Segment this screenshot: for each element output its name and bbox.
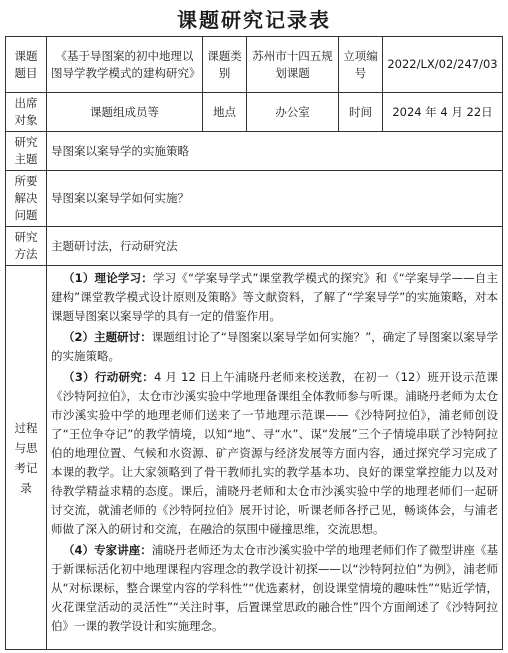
subject-label: 课题题目 — [6, 37, 47, 93]
time-label: 时间 — [339, 93, 383, 132]
action-text: 4 月 12 日上午浦晓丹老师来校送教，在初一（12）班开设示范课《沙特阿拉伯》，太仓市沙溪实验中学地理备课组全体教师参与听课。浦晓丹老师为太仓市沙溪实验中学的地理老师们送来了一节地理示范课——《沙特阿拉伯》，浦老师创设了“王位争夺记”的教学情境，以知“地”、寻“水”、谋“发展”三个子情境串联了沙特阿拉伯的地理位置、气候和水资源、矿产资源与经济发展等方面内容，通过探究学习完成了本课的教学。让大家领略到了骨干教师扎实的教学基本功、良好的课堂掌控能力以及对待教学精益求精的态度。课后，浦晓丹老师和太仓市沙溪实验中学的地理老师们一起研讨交流，就浦老师的《沙特阿拉伯》展开讨论，听课老师各抒己见，畅谈体会，与浦老师做了深入的研讨和交流，在融洽的氛围中碰撞思维，交流思想。 — [51, 370, 498, 536]
process-content — [47, 266, 503, 650]
subject-value: 《基于导图案的初中地理以图导学教学模式的建构研究》 — [47, 37, 203, 93]
row-problem — [6, 171, 503, 227]
row-process — [6, 266, 503, 650]
attendees-value: 课题组成员等 — [47, 93, 203, 132]
problem-value: 导图案以案导学如何实施？ — [47, 171, 503, 227]
theory-text: 学习《“学案导学式”课堂教学模式的探究》和《“学案导学——自主建构”课堂教学模式设计原则及策略》等文献资料，了解了“学案导学”的实施策略，对本课题导图案以案导学的具有一定的借鉴作用。 — [51, 271, 498, 323]
category-label: 课题类别 — [203, 37, 247, 93]
lecture-heading: （4）专家讲座： — [63, 543, 152, 557]
row-subject — [6, 37, 503, 93]
record-table — [5, 36, 503, 650]
project-no-label: 立项编号 — [339, 37, 383, 93]
page-title: 课题研究记录表 — [177, 8, 331, 32]
place-label: 地点 — [203, 93, 247, 132]
topic-label: 研究主题 — [6, 132, 47, 171]
project-no-value: 2022/LX/02/247/03 — [383, 37, 503, 93]
row-attendees — [6, 93, 503, 132]
topic-value: 导图案以案导学的实施策略 — [47, 132, 503, 171]
discussion-heading: （2）主题研讨： — [63, 330, 152, 344]
lecture-text: 浦晓丹老师还为太仓市沙溪实验中学的地理老师们作了微型讲座《基于新课标活化初中地理课程内容理念的教学设计初探——以“沙特阿拉伯”为例》，浦老师从“对标课标，整合课堂内容的学科性”“优选素材，创设课堂情境的趣味性”“贴近学情，火花课堂活动的灵活性”“关注时事，后置课堂思政的融合性”四个方面阐述了《沙特阿拉伯》一课的教学设计和实施理念。 — [51, 543, 498, 633]
paragraph-theory — [51, 269, 498, 326]
method-value: 主题研讨法，行动研究法 — [47, 227, 503, 266]
row-method — [6, 227, 503, 266]
discussion-text: 课题组讨论了“导图案以案导学如何实施？”，确定了导图案以案导学的实施策略。 — [51, 330, 498, 363]
category-value: 苏州市十四五规划课题 — [247, 37, 339, 93]
row-topic — [6, 132, 503, 171]
theory-heading: （1）理论学习： — [63, 271, 153, 285]
process-label: 过程与思考记录 — [6, 266, 47, 650]
attendees-label: 出席对象 — [6, 93, 47, 132]
paragraph-lecture — [51, 541, 498, 636]
paragraph-action — [51, 368, 498, 539]
method-label: 研究方法 — [6, 227, 47, 266]
action-heading: （3）行动研究： — [63, 370, 155, 384]
time-value: 2024 年 4 月 22日 — [383, 93, 503, 132]
place-value: 办公室 — [247, 93, 339, 132]
problem-label: 所要解决问题 — [6, 171, 47, 227]
paragraph-discussion — [51, 328, 498, 366]
